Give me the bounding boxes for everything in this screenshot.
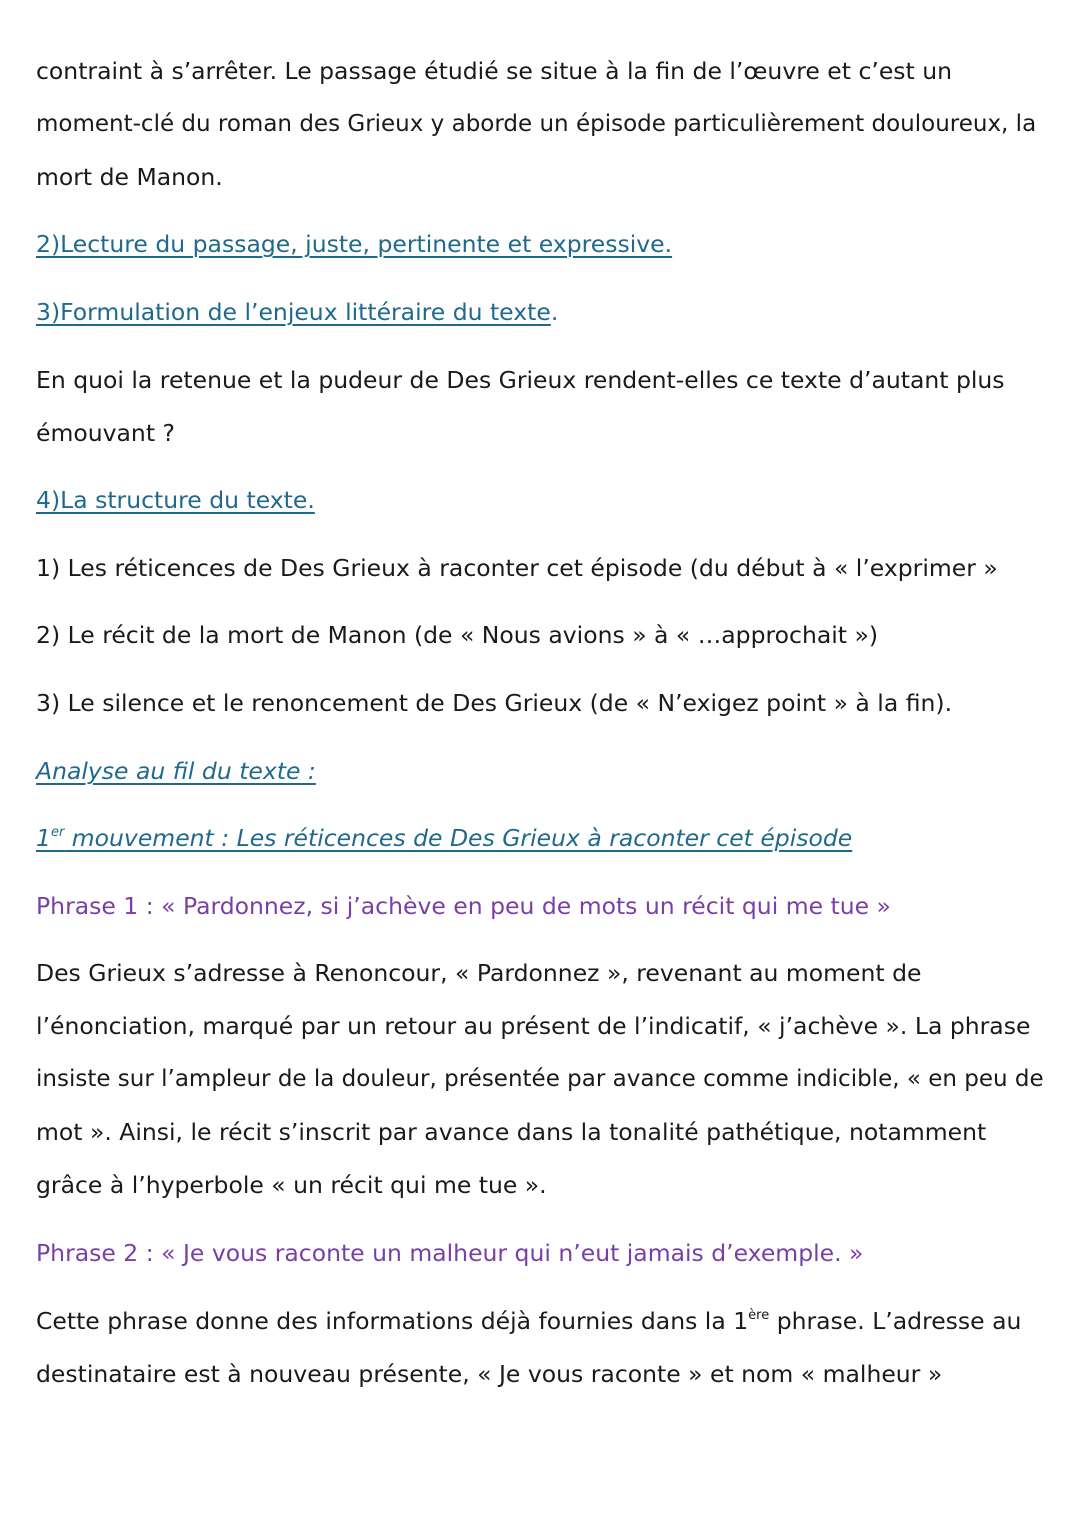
- phrase-2-line-1-a: Cette phrase donne des informations déjà fournies dans la 1: [36, 1307, 749, 1335]
- heading-analysis: Analyse au fil du texte :: [36, 757, 316, 785]
- question-line-1: En quoi la retenue et la pudeur de Des Grieux rendent-elles ce texte d’autant plus: [36, 366, 1005, 394]
- phrase-2-line-2: destinataire est à nouveau présente, « Je vous raconte » et nom « malheur »: [36, 1360, 943, 1388]
- intro-line-2: moment-clé du roman des Grieux y aborde un épisode particulièrement douloureux, la: [36, 111, 1037, 137]
- movement-ordinal-sup: er: [50, 825, 65, 840]
- phrase-2-line-1: [36, 1306, 1021, 1336]
- heading-movement-1: [36, 823, 852, 853]
- intro-line-1: contraint à s’arrêter. Le passage étudié se situe à la fin de l’œuvre et c’est un: [36, 57, 953, 85]
- heading-lecture: 2)Lecture du passage, juste, pertinente et expressive.: [36, 230, 673, 258]
- structure-item-2: 2) Le récit de la mort de Manon (de « Nous avions » à « …approchait »): [36, 621, 878, 649]
- structure-item-3: 3) Le silence et le renoncement de Des Grieux (de « N’exigez point » à la fin).: [36, 689, 953, 717]
- question-line-2: émouvant ?: [36, 419, 175, 447]
- phrase-1-line-5: grâce à l’hyperbole « un récit qui me tue ».: [36, 1171, 547, 1199]
- heading-enjeux-text: 3)Formulation de l’enjeux littéraire du texte: [36, 298, 551, 326]
- phrase-1-line-3: insiste sur l’ampleur de la douleur, présentée par avance comme indicible, « en peu de: [36, 1066, 1044, 1092]
- phrase-2-label: Phrase 2 : « Je vous raconte un malheur qui n’eut jamais d’exemple. »: [36, 1239, 864, 1267]
- phrase-2-ordinal-sup: ère: [748, 1308, 770, 1323]
- heading-enjeux-punct: .: [550, 298, 559, 326]
- phrase-1-label: Phrase 1 : « Pardonnez, si j’achève en peu de mots un récit qui me tue »: [36, 892, 891, 920]
- phrase-1-line-4: mot ». Ainsi, le récit s’inscrit par avance dans la tonalité pathétique, notamment: [36, 1118, 987, 1146]
- heading-structure: 4)La structure du texte.: [36, 486, 315, 514]
- structure-item-1: 1) Les réticences de Des Grieux à raconter cet épisode (du début à « l’exprimer »: [36, 554, 998, 582]
- phrase-2-line-1-b: phrase. L’adresse au: [769, 1307, 1022, 1335]
- phrase-1-line-2: l’énonciation, marqué par un retour au présent de l’indicatif, « j’achève ». La phrase: [36, 1012, 1031, 1040]
- movement-title: mouvement : Les réticences de Des Grieux à raconter cet épisode: [64, 824, 853, 852]
- intro-line-3: mort de Manon.: [36, 163, 223, 191]
- phrase-1-line-1: Des Grieux s’adresse à Renoncour, « Pardonnez », revenant au moment de: [36, 959, 922, 987]
- heading-enjeux: [36, 297, 558, 327]
- movement-ordinal: 1: [36, 824, 51, 852]
